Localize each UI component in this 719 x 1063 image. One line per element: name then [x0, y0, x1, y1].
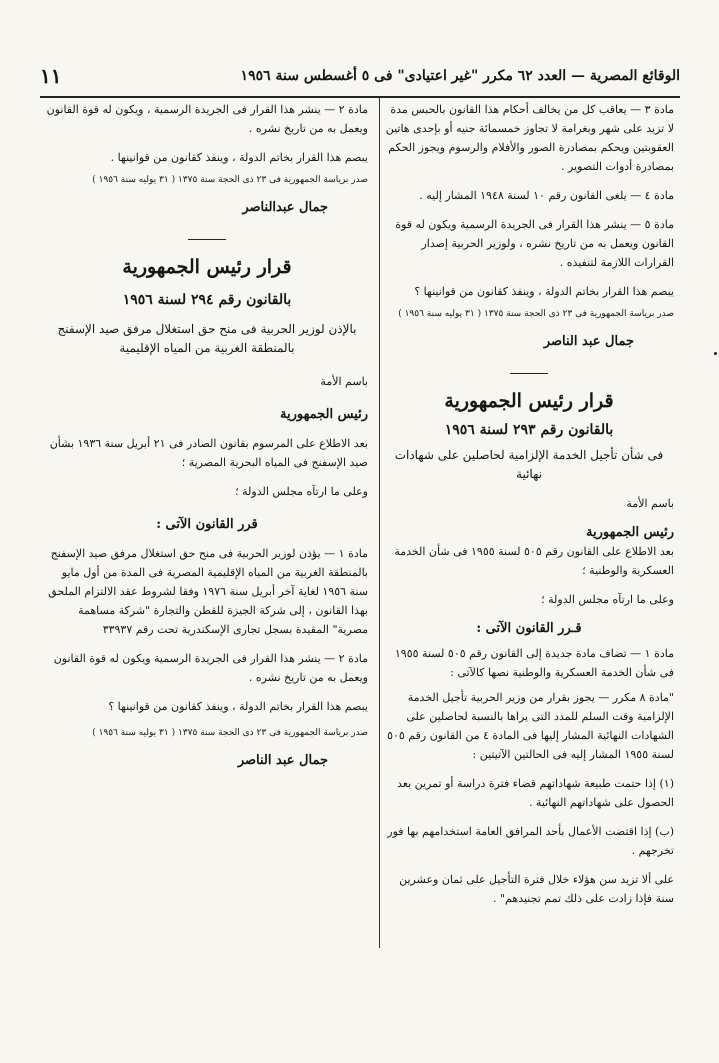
decreed-heading: قـرر القانون الآتى :	[476, 621, 582, 636]
article-2-first: مادة ٢ — ينشر هذا القرار فى الجريدة الرسمية ، ويكون له قوة القانون ويعمل به من تاريخ نشره .	[46, 103, 368, 135]
article-1: مادة ١ — تضاف مادة جديدة إلى القانون رقم ٥٠٥ لسنة ١٩٥٥ فى شأن الخدمة العسكرية والوطنية نصها كالآتى :	[394, 647, 674, 679]
closing-text: على ألا تزيد سن هؤلاء خلال فترة التأجيل على ثمان وعشرين سنة فإذا زادت على ذلك تمم تجنيدهم" .	[399, 873, 674, 905]
issue-date-second: صدر برياسة الجمهورية فى ٢٣ ذى الحجة سنة ١٣٧٥ ( ٣١ يوليه سنة ١٩٥٦ )	[92, 728, 368, 738]
page-number: ١١	[40, 64, 62, 88]
law-number: بالقانون رقم ٢٩٤ لسنة ١٩٥٦	[122, 292, 292, 308]
signature: جمال عبد الناصر	[543, 334, 634, 349]
article-4: مادة ٤ — يلغى القانون رقم ١٠ لسنة ١٩٤٨ المشار إليه .	[419, 189, 674, 202]
left-column	[46, 100, 368, 770]
section-rule	[510, 373, 548, 374]
case-1: (١) إذا حتمت طبيعة شهاداتهم قضاء فترة دراسة أو تمرين بعد الحصول على شهاداتهم النهائية .	[397, 777, 674, 809]
article-3: مادة ٣ — يعاقب كل من يخالف أحكام هذا القانون بالحبس مدة لا تزيد على شهر وبغرامة لا تجاوز خمسمائة جنيه أو بإحدى هاتين العقوبتين ويحكم بمصادرة الصور والأفلام والرسوم ويجوز الحكم بمصادرة أدوات التصوير .	[385, 103, 674, 173]
president-heading: رئيس الجمهورية	[280, 407, 368, 422]
law-subject: فى شأن تأجيل الخدمة الإلزامية لحاصلين على شهادات نهائية	[394, 448, 664, 481]
in-name-of-nation: باسم الأمة	[626, 497, 674, 510]
article-5: مادة ٥ — ينشر هذا القرار فى الجريدة الرسمية ويكون له قوة القانون ويعمل به من تاريخ نشره ، ولوزير الحربية إصدار القرارات اللازمة لتنفيذه .	[395, 218, 674, 269]
issue-date-first: صدر برياسة الجمهورية فى ٢٣ ذى الحجة سنة ١٣٧٥ ( ٣١ يوليه سنة ١٩٥٦ )	[92, 175, 368, 185]
decreed-heading: قرر القانون الآتى :	[156, 517, 258, 532]
article-8-bis: "مادة ٨ مكرر — يجوز بقرار من وزير الحربية تأجيل الخدمة الإلزامية وقت السلم للمدد التى يراها بالنسبة لحاصلين على الشهادات النهائية المشار إليها فى المادة ٤ من القانون رقم ٥٠٥ لسنة ١٩٥٥ المشار إليه فى الحالتين الآتيتين :	[387, 691, 674, 761]
issue-date: صدر برياسة الجمهورية فى ٢٣ ذى الحجة سنة ١٣٧٥ ( ٣١ يوليه سنة ١٩٥٦ )	[398, 309, 674, 319]
header-title: الوقائع المصرية — العدد ٦٢ مكرر "غير اعتيادى" فى ٥ أغسطس سنة ١٩٥٦	[240, 68, 680, 84]
right-column	[384, 100, 674, 908]
article-1: مادة ١ — يؤذن لوزير الحربية فى منح حق استغلال مرفق صيد الإسفنج بالمنطقة الغربية من المياه الإقليمية المصرية فى المدة من أول مايو سنة ١٩٥٦ لغاية آخر أبريل سنة ١٩٧٦ وفقا لشروط عقد الالتزام الملحق بهذا القانون ، إلى شركة الجيزة للقطن والتجارة "شركة مساهمة مصرية" المقيدة بسجل تجارى الإسكندرية تحت رقم ٣٣٩٣٧	[48, 547, 368, 636]
signature-second: جمال عبد الناصر	[237, 753, 328, 768]
preamble-2: وعلى ما ارتآه مجلس الدولة ؛	[235, 485, 368, 498]
page-header	[40, 64, 680, 98]
law-subject: بالإذن لوزير الحربية فى منح حق استغلال مرفق صيد الإسفنج بالمنطقة الغربية من المياه الإقليمية	[57, 322, 357, 355]
decree-title: قرار رئيس الجمهورية	[122, 256, 292, 278]
margin-dot	[714, 352, 717, 355]
signature-first: جمال عبدالناصر	[242, 200, 328, 215]
decree-title: قرار رئيس الجمهورية	[444, 390, 614, 412]
seal-statement-first: يبصم هذا القرار بخاتم الدولة ، وينفذ كقانون من قوانينها .	[110, 151, 368, 164]
column-divider	[379, 98, 380, 948]
article-2-second: مادة ٢ — ينشر هذا القرار فى الجريدة الرسمية ويكون له قوة القانون ويعمل به من تاريخ نشره .	[53, 652, 368, 684]
preamble-2: وعلى ما ارتآه مجلس الدولة ؛	[541, 593, 674, 606]
in-name-of-nation: باسم الأمة	[320, 375, 368, 388]
president-heading: رئيس الجمهورية	[586, 525, 674, 540]
seal-statement-second: يبصم هذا القرار بخاتم الدولة ، وينفذ كقانون من قوانينها ؟	[108, 700, 368, 713]
case-2: (ب) إذا اقتضت الأعمال بأحد المرافق العامة استخدامهم بها فور تخرجهم .	[387, 825, 674, 857]
preamble-1: بعد الاطلاع على المرسوم بقانون الصادر فى ٢١ أبريل سنة ١٩٣٦ بشأن صيد الإسفنج فى المياه البحرية المصرية ؛	[49, 437, 368, 469]
section-rule	[188, 239, 226, 240]
law-number: بالقانون رقم ٢٩٣ لسنة ١٩٥٦	[444, 422, 614, 438]
preamble-1: بعد الاطلاع على القانون رقم ٥٠٥ لسنة ١٩٥٥ فى شأن الخدمة العسكرية والوطنية ؛	[394, 545, 674, 577]
seal-statement: يبصم هذا القرار بخاتم الدولة ، وينفذ كقانون من قوانينها ؟	[414, 285, 674, 298]
